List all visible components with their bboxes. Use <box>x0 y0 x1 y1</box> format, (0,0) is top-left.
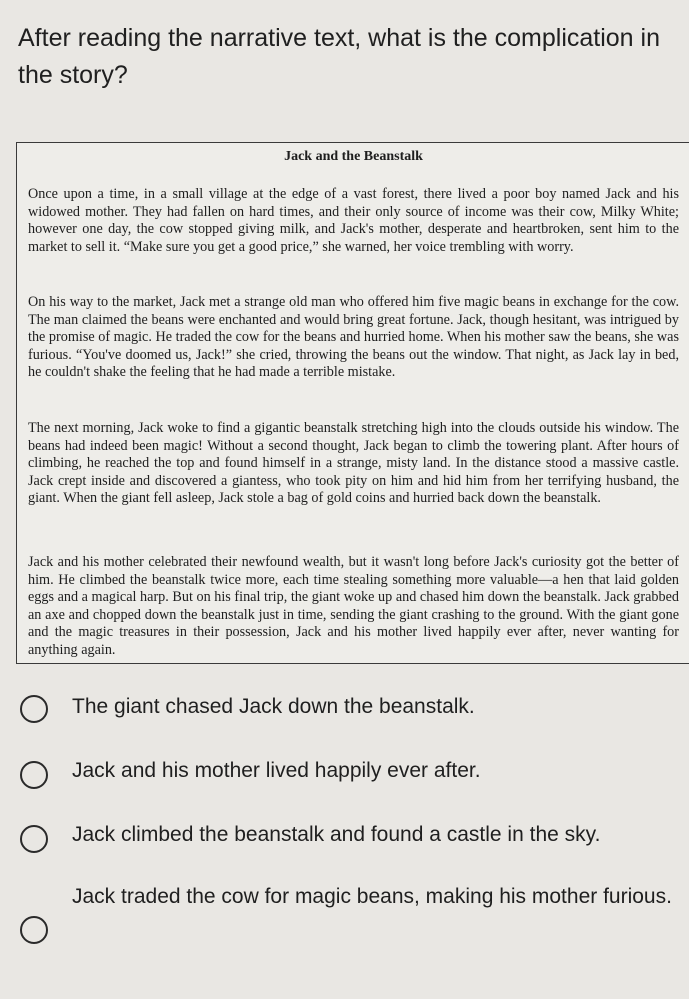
radio-button-3[interactable] <box>20 825 48 853</box>
radio-button-1[interactable] <box>20 695 48 723</box>
passage-paragraph-3: The next morning, Jack woke to find a gigantic beanstalk stretching high into the clouds outside his window. The beans had indeed been magic! Without a second thought, Jack began to climb the towering plant. After hours of climbing, he reached the top and found himself in a strange, misty land. In the distance stood a massive castle. Jack crept inside and discovered a giantess, who took pity on him and hid him from her terrifying husband, the giant. When the giant fell asleep, Jack stole a bag of gold coins and hurried back down the beanstalk. <box>28 420 679 507</box>
passage-title: Jack and the Beanstalk <box>284 149 423 164</box>
passage-paragraph-2: On his way to the market, Jack met a strange old man who offered him five magic beans in exchange for the cow. The man claimed the beans were enchanted and would bring great fortune. Jack, though hesitant, was intrigued by the promise of magic. He traded the cow for the beans and hurried home. When his mother saw the beans, she was furious. “You've doomed us, Jack!” she cried, throwing the beans out the window. That night, as Jack lay in bed, he couldn't shake the feeling that he had made a terrible mistake. <box>28 294 679 381</box>
answer-option-1-label: The giant chased Jack down the beanstalk. <box>72 695 475 718</box>
answer-option-3-label: Jack climbed the beanstalk and found a castle in the sky. <box>72 823 601 846</box>
question-text: After reading the narrative text, what is the complication in the story? <box>18 24 660 89</box>
radio-button-2[interactable] <box>20 761 48 789</box>
answer-option-2-label: Jack and his mother lived happily ever after. <box>72 759 481 782</box>
passage-box <box>16 142 689 664</box>
passage-paragraph-1: Once upon a time, in a small village at the edge of a vast forest, there lived a poor boy named Jack and his widowed mother. They had fallen on hard times, and their only source of income was their cow, Milky White; however one day, the cow stopped giving milk, and Jack's mother, desperate and heartbroken, sent him to the market to sell it. “Make sure you get a good price,” she warned, her voice trembling with worry. <box>28 186 679 255</box>
radio-button-4[interactable] <box>20 916 48 944</box>
passage-paragraph-4: Jack and his mother celebrated their newfound wealth, but it wasn't long before Jack's curiosity got the better of him. He climbed the beanstalk twice more, each time stealing something more valuable—a hen that laid golden eggs and a magical harp. But on his final trip, the giant woke up and chased him down the beanstalk. Jack grabbed an axe and chopped down the beanstalk just in time, sending the giant crashing to the ground. With the giant gone and the magic treasures in their possession, Jack and his mother lived happily ever after, never wanting for anything again. <box>28 554 679 658</box>
answer-option-4-label: Jack traded the cow for magic beans, making his mother furious. <box>72 885 672 908</box>
